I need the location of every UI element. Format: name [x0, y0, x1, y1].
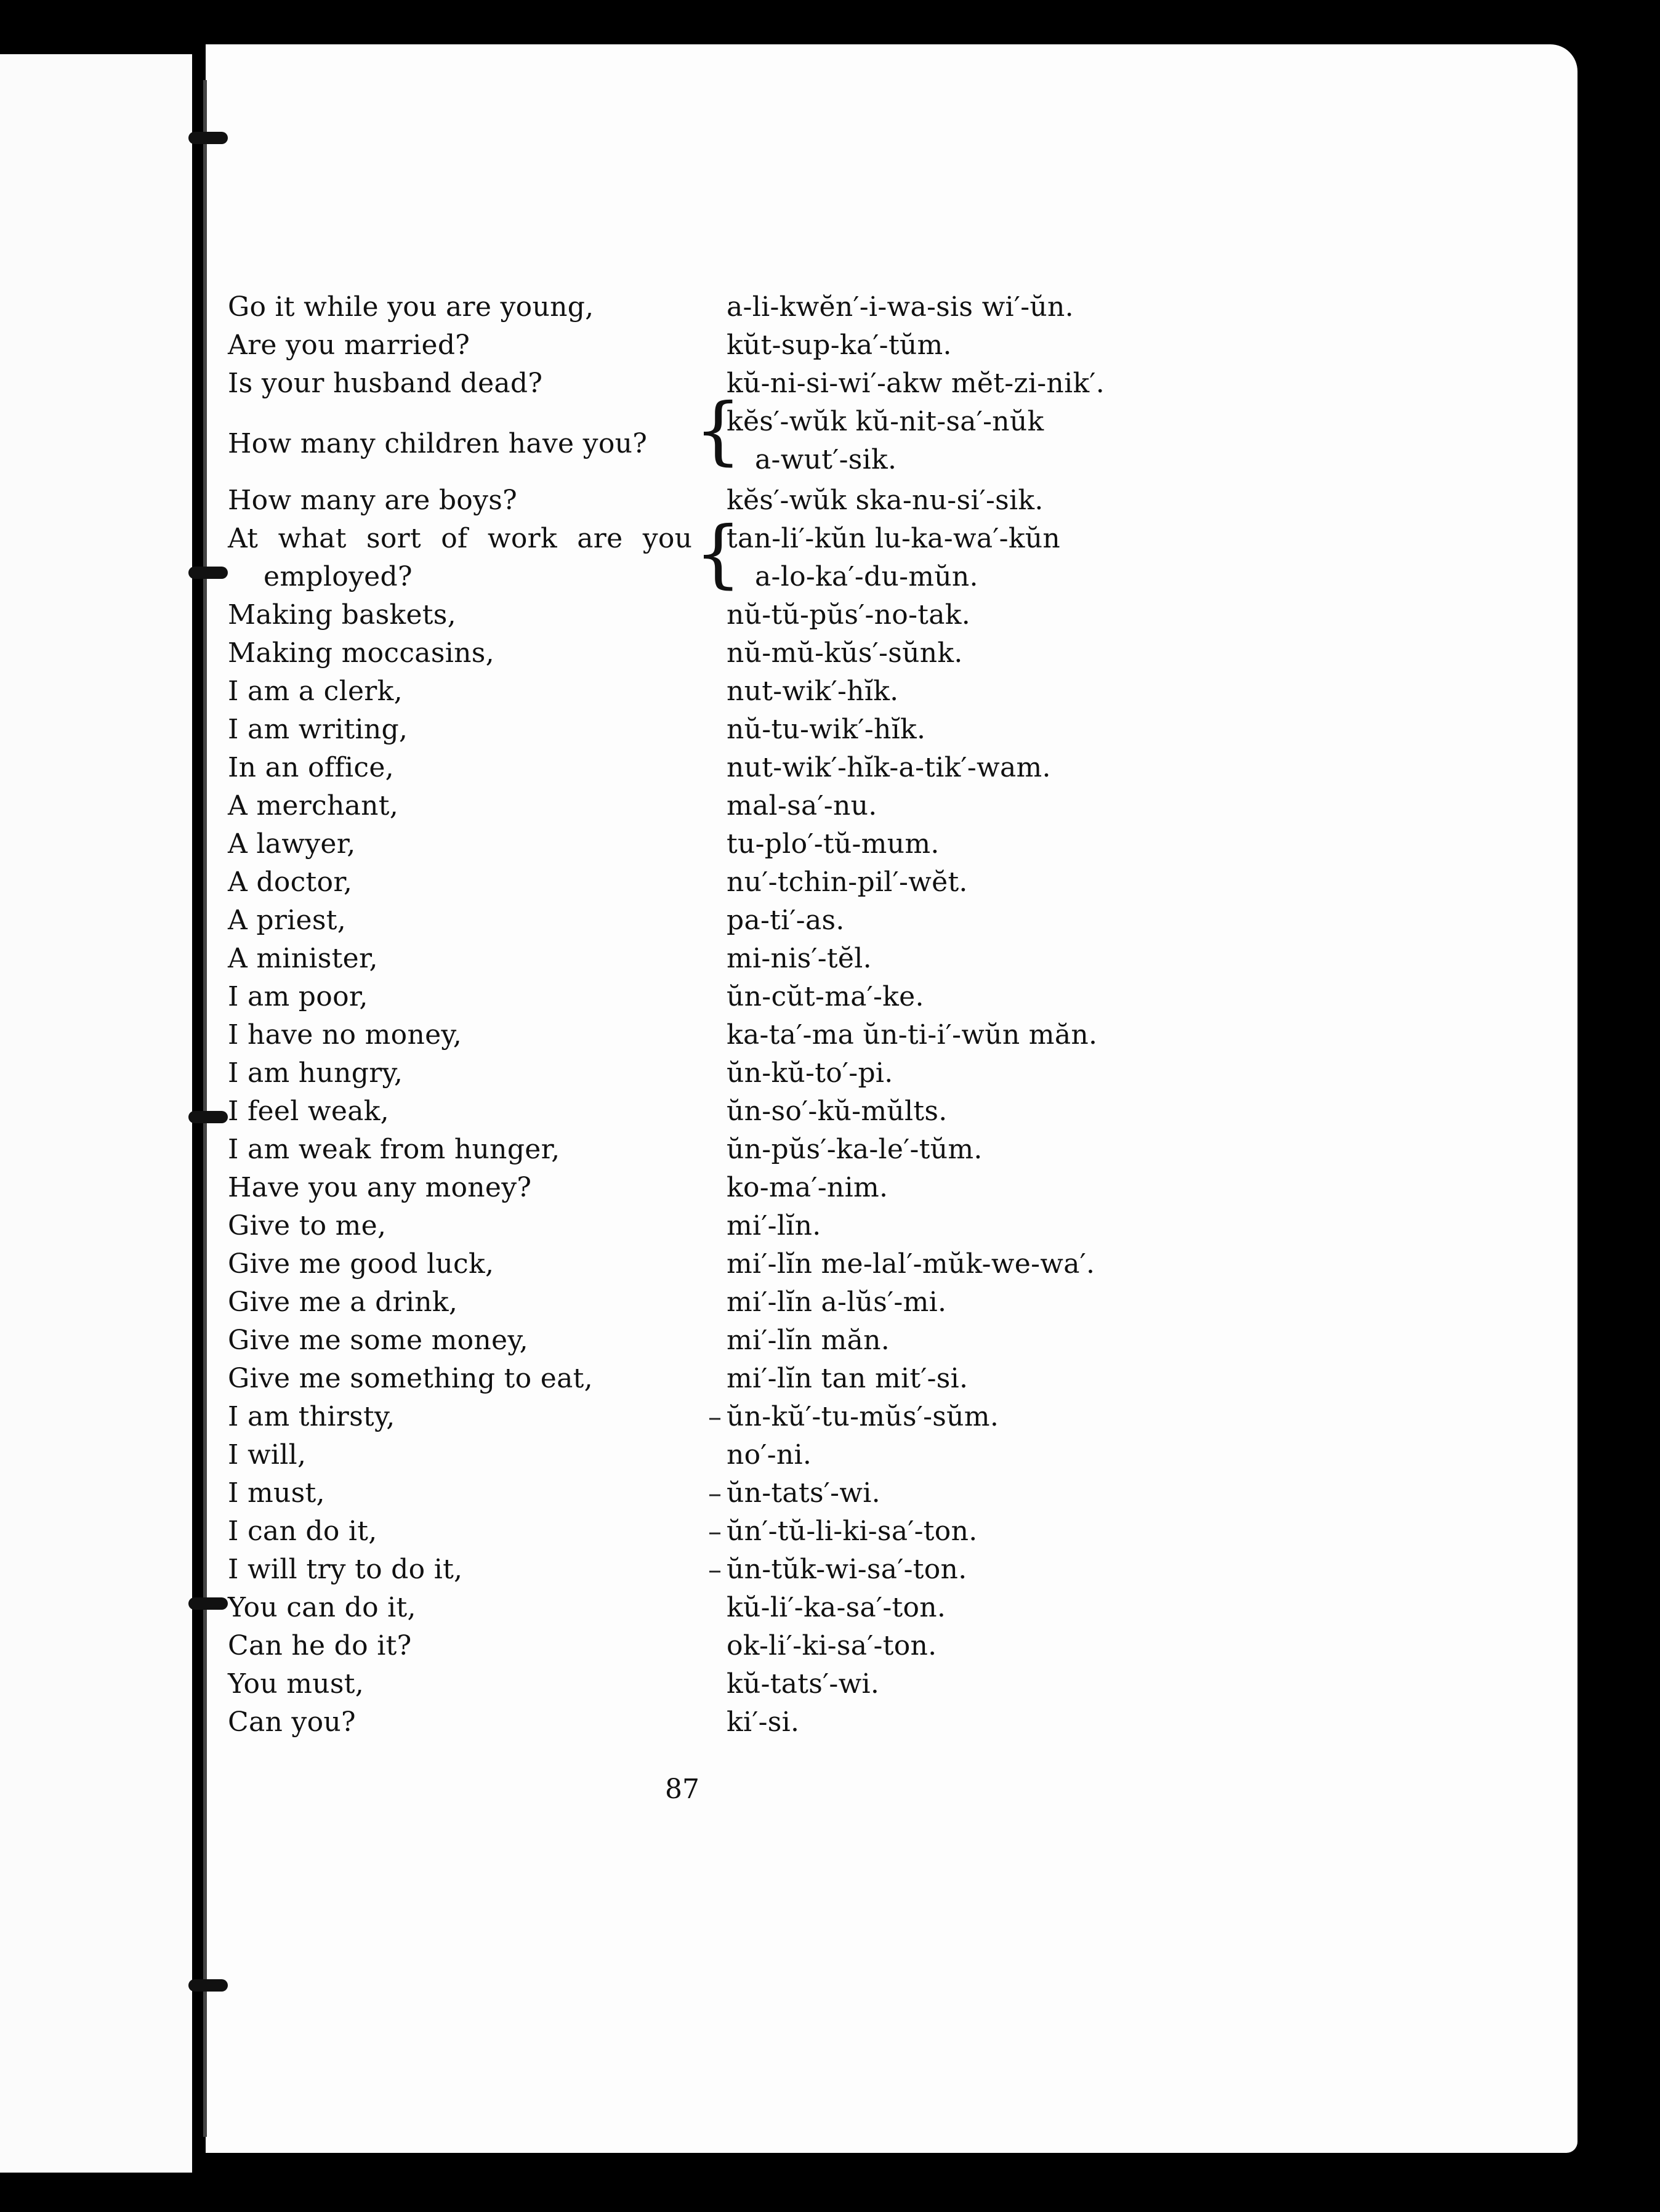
abenaki-translation: ŭn-so′-kŭ-mŭlts.: [727, 1096, 948, 1127]
abenaki-translation: nŭ-tu-wik′-hĭk.: [727, 714, 926, 745]
abenaki-translation: kŭ-li′-ka-sa′-ton.: [727, 1592, 946, 1623]
pencil-mark: –: [708, 1478, 722, 1509]
abenaki-translation-continued: a-wut′-sik.: [755, 444, 897, 475]
english-phrase: In an office,: [228, 752, 394, 783]
abenaki-translation: ka-ta′-ma ŭn-ti-i′-wŭn măn.: [727, 1019, 1098, 1051]
abenaki-translation: mi′-lĭn măn.: [727, 1325, 890, 1356]
abenaki-translation: mi-nis′-tĕl.: [727, 943, 872, 974]
english-phrase: A merchant,: [228, 790, 399, 821]
abenaki-translation: ŭn-cŭt-ma′-ke.: [727, 981, 924, 1012]
abenaki-translation: ŭn-tats′-wi.: [727, 1477, 880, 1509]
english-phrase: I can do it,: [228, 1516, 377, 1547]
pencil-mark: –: [708, 1516, 722, 1548]
english-phrase: A doctor,: [228, 866, 353, 898]
pencil-mark: –: [708, 1554, 722, 1586]
english-phrase: How many are boys?: [228, 485, 518, 516]
english-phrase: I am hungry,: [228, 1057, 403, 1089]
abenaki-translation: ki′-si.: [727, 1706, 800, 1738]
english-phrase: Go it while you are young,: [228, 291, 594, 323]
abenaki-translation: kĕs′-wŭk ska-nu-si′-sik.: [727, 485, 1044, 516]
abenaki-translation: kŭt-sup-ka′-tŭm.: [727, 329, 952, 361]
page-number: 87: [665, 1774, 699, 1805]
abenaki-translation: tu-plo′-tŭ-mum.: [727, 828, 940, 860]
english-phrase: I am a clerk,: [228, 676, 403, 707]
english-phrase: Are you married?: [228, 329, 470, 361]
abenaki-translation: ok-li′-ki-sa′-ton.: [727, 1630, 937, 1661]
brace: {: [695, 511, 742, 597]
english-phrase: I have no money,: [228, 1019, 462, 1051]
abenaki-translation: no′-ni.: [727, 1439, 812, 1471]
english-phrase: I am weak from hunger,: [228, 1134, 560, 1165]
abenaki-translation-continued: a-lo-ka′-du-mŭn.: [755, 561, 978, 592]
abenaki-translation: ŭn-tŭk-wi-sa′-ton.: [727, 1554, 967, 1585]
english-phrase: Have you any money?: [228, 1172, 532, 1203]
english-phrase: You must,: [228, 1668, 365, 1700]
abenaki-translation: mal-sa′-nu.: [727, 790, 877, 821]
abenaki-translation: nut-wik′-hĭk-a-tik′-wam.: [727, 752, 1051, 783]
abenaki-translation: kŭ-tats′-wi.: [727, 1668, 880, 1700]
abenaki-translation: ŭn′-tŭ-li-ki-sa′-ton.: [727, 1516, 978, 1547]
english-phrase: I am writing,: [228, 714, 408, 745]
brace: {: [695, 388, 742, 474]
english-phrase: Give me something to eat,: [228, 1363, 593, 1394]
english-phrase: How many children have you?: [228, 428, 648, 459]
abenaki-translation: nut-wik′-hĭk.: [727, 676, 899, 707]
english-phrase: Give me good luck,: [228, 1248, 494, 1280]
abenaki-translation: tan-li′-kŭn lu-ka-wa′-kŭn: [727, 523, 1061, 554]
abenaki-translation: ŭn-pŭs′-ka-le′-tŭm.: [727, 1134, 983, 1165]
english-phrase: Give me some money,: [228, 1325, 528, 1356]
english-phrase: Is your husband dead?: [228, 368, 543, 399]
abenaki-translation: nŭ-mŭ-kŭs′-sŭnk.: [727, 637, 963, 669]
english-phrase: I feel weak,: [228, 1096, 389, 1127]
english-phrase: A priest,: [228, 905, 347, 936]
english-phrase: I must,: [228, 1477, 325, 1509]
english-phrase: You can do it,: [228, 1592, 416, 1623]
english-phrase: I will try to do it,: [228, 1554, 463, 1585]
english-phrase: Give me a drink,: [228, 1286, 458, 1318]
abenaki-translation: mi′-lĭn tan mit′-si.: [727, 1363, 969, 1394]
english-phrase: Can you?: [228, 1706, 356, 1738]
abenaki-translation: kŭ-ni-si-wi′-akw mĕt-zi-nik′.: [727, 368, 1105, 399]
english-phrase: Making baskets,: [228, 599, 456, 631]
abenaki-translation: mi′-lĭn a-lŭs′-mi.: [727, 1286, 947, 1318]
english-phrase: I will,: [228, 1439, 307, 1471]
english-phrase: A minister,: [228, 943, 378, 974]
abenaki-translation: a-li-kwĕn′-i-wa-sis wi′-ŭn.: [727, 291, 1074, 323]
abenaki-translation: nu′-tchin-pil′-wĕt.: [727, 866, 968, 898]
abenaki-translation: pa-ti′-as.: [727, 905, 845, 936]
abenaki-translation: nŭ-tŭ-pŭs′-no-tak.: [727, 599, 971, 631]
english-phrase: Give to me,: [228, 1210, 387, 1241]
english-phrase: Can he do it?: [228, 1630, 412, 1661]
abenaki-translation: mi′-lĭn.: [727, 1210, 821, 1241]
english-phrase-continued: employed?: [264, 561, 413, 592]
english-phrase: I am poor,: [228, 981, 368, 1012]
english-phrase: I am thirsty,: [228, 1401, 395, 1432]
pencil-mark: –: [708, 1402, 722, 1433]
abenaki-translation: kĕs′-wŭk kŭ-nit-sa′-nŭk: [727, 406, 1044, 437]
abenaki-translation: ŭn-kŭ-to′-pi.: [727, 1057, 893, 1089]
english-phrase: Making moccasins,: [228, 637, 494, 669]
abenaki-translation: ŭn-kŭ′-tu-mŭs′-sŭm.: [727, 1401, 999, 1432]
english-phrase: A lawyer,: [228, 828, 356, 860]
abenaki-translation: ko-ma′-nim.: [727, 1172, 888, 1203]
abenaki-translation: mi′-lĭn me-lal′-mŭk-we-wa′.: [727, 1248, 1095, 1280]
english-phrase: At what sort of work are you: [228, 523, 693, 554]
